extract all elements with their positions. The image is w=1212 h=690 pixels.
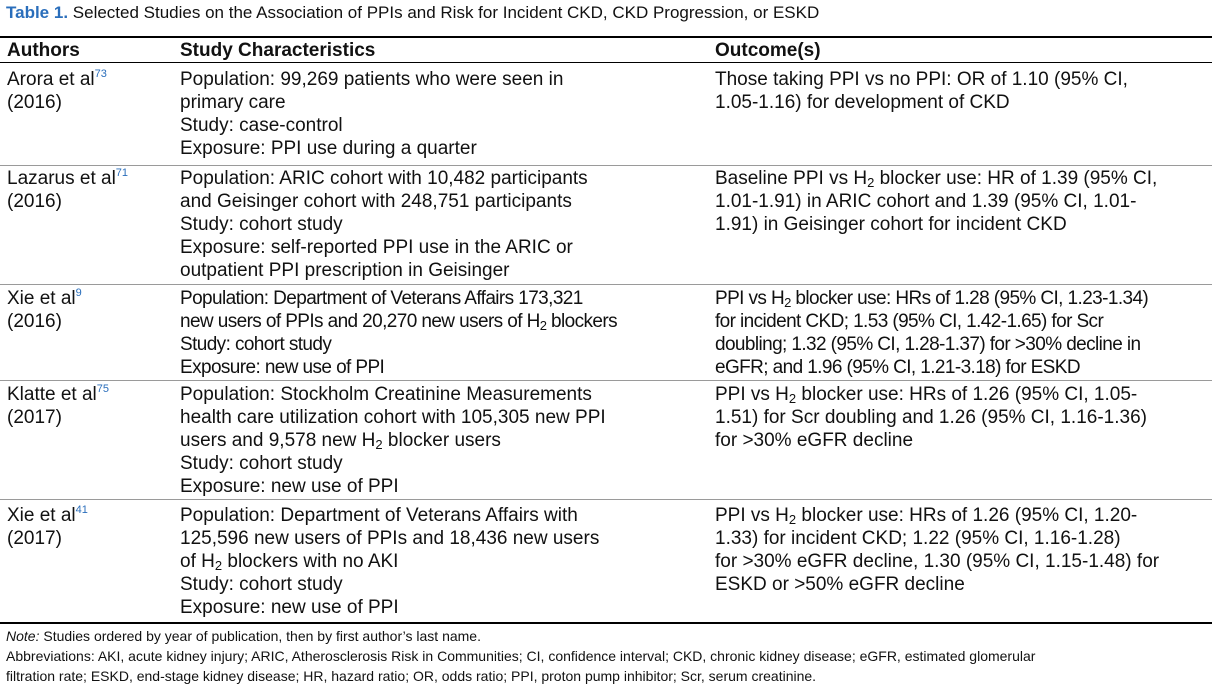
characteristic-line: Population: ARIC cohort with 10,482 participants xyxy=(180,168,588,189)
table-footnotes xyxy=(6,626,1035,686)
note-label: Note: xyxy=(6,628,40,644)
table-row-4-characteristics xyxy=(180,383,710,498)
reference-number: 71 xyxy=(115,167,129,179)
table-row-2-authors xyxy=(7,167,175,213)
characteristic-line: Exposure: new use of PPI xyxy=(180,597,399,618)
header-rule xyxy=(0,62,1212,63)
table-title-text: Selected Studies on the Association of PPIs and Risk for Incident CKD, CKD Progression, or ESKD xyxy=(72,3,820,22)
characteristic-line: Population: Department of Veterans Affairs 173,321 xyxy=(180,288,583,309)
study-year: (2016) xyxy=(7,311,62,332)
characteristic-line: Study: cohort study xyxy=(180,453,343,474)
characteristic-line: primary care xyxy=(180,92,286,113)
characteristic-line: of $H_2$ blockers with no AKI xyxy=(180,551,399,573)
outcome-line: Baseline PPI vs $H_2$ blocker use: HR of 1.39 (95% CI, xyxy=(715,168,1158,190)
table-row-5-authors xyxy=(7,504,175,550)
author-name: Xie et al xyxy=(7,288,76,309)
characteristic-line: Study: cohort study xyxy=(180,334,332,355)
study-year: (2016) xyxy=(7,92,62,113)
author-name: Xie et al xyxy=(7,505,76,526)
row-separator xyxy=(0,284,1212,285)
outcome-line: PPI vs $H_2$ blocker use: HRs of 1.26 (95% CI, 1.05- xyxy=(715,384,1138,406)
outcome-line: 1.01-1.91) in ARIC cohort and 1.39 (95% CI, 1.01- xyxy=(715,191,1137,212)
table-row-2-outcome xyxy=(715,167,1210,236)
outcome-line: 1.91) in Geisinger cohort for incident CKD xyxy=(715,214,1067,235)
table-row-5-characteristics xyxy=(180,504,710,619)
characteristic-line: Exposure: new use of PPI xyxy=(180,476,399,497)
note-line xyxy=(6,626,1035,646)
abbreviations-line: filtration rate; ESKD, end-stage kidney disease; HR, hazard ratio; OR, odds ratio; PPI, proton pump inhibitor; Scr, serum creatinine. xyxy=(6,668,817,684)
characteristic-line: 125,596 new users of PPIs and 18,436 new users xyxy=(180,528,600,549)
outcome-line: eGFR; and 1.96 (95% CI, 1.21-3.18) for ESKD xyxy=(715,357,1080,378)
outcome-line: 1.51) for Scr doubling and 1.26 (95% CI, 1.16-1.36) xyxy=(715,407,1147,428)
author-name: Lazarus et al xyxy=(7,168,116,189)
characteristic-line: Population: Department of Veterans Affairs with xyxy=(180,505,578,526)
characteristic-line: Exposure: new use of PPI xyxy=(180,357,385,378)
table-row-1-characteristics xyxy=(180,68,710,160)
table-row-1-outcome xyxy=(715,68,1210,114)
table-row-3-characteristics xyxy=(180,287,710,379)
characteristic-line: users and 9,578 new $H_2$ blocker users xyxy=(180,430,501,452)
table-row-4-outcome xyxy=(715,383,1210,452)
note-text: Studies ordered by year of publication, then by first author’s last name. xyxy=(39,628,481,644)
outcome-line: for >30% eGFR decline xyxy=(715,430,914,451)
characteristic-line: health care utilization cohort with 105,305 new PPI xyxy=(180,407,606,428)
table-row-3-outcome xyxy=(715,287,1210,379)
reference-number: 75 xyxy=(96,383,110,395)
outcome-line: PPI vs $H_2$ blocker use: HRs of 1.26 (95% CI, 1.20- xyxy=(715,505,1138,527)
outcome-line: Those taking PPI vs no PPI: OR of 1.10 (95% CI, xyxy=(715,69,1128,90)
table-title xyxy=(6,2,819,24)
table-row-5-outcome xyxy=(715,504,1210,596)
outcome-line: 1.05-1.16) for development of CKD xyxy=(715,92,1010,113)
bottom-rule xyxy=(0,622,1212,624)
reference-number: 73 xyxy=(94,68,107,80)
table-row-1-authors xyxy=(7,68,175,114)
outcome-line: ESKD or >50% eGFR decline xyxy=(715,574,965,595)
reference-number: 9 xyxy=(75,287,82,299)
reference-number: 41 xyxy=(75,504,88,516)
characteristic-line: Study: cohort study xyxy=(180,214,343,235)
row-separator xyxy=(0,380,1212,381)
abbreviations-line: Abbreviations: AKI, acute kidney injury; ARIC, Atherosclerosis Risk in Communities; CI, confidence interval; CKD, chronic kidney disease; eGFR, estimated glomerular xyxy=(6,648,1036,664)
characteristic-line: Exposure: self-reported PPI use in the ARIC or xyxy=(180,237,573,258)
study-year: (2016) xyxy=(7,191,62,212)
characteristic-line: Population: Stockholm Creatinine Measurements xyxy=(180,384,592,405)
author-name: Klatte et al xyxy=(7,384,97,405)
outcome-line: PPI vs $H_2$ blocker use: HRs of 1.28 (95% CI, 1.23-1.34) xyxy=(715,288,1149,310)
characteristic-line: Population: 99,269 patients who were seen in xyxy=(180,69,564,90)
characteristic-line: new users of PPIs and 20,270 new users of $H_2$ blockers xyxy=(180,311,617,333)
characteristic-line: Study: case-control xyxy=(180,115,343,136)
study-year: (2017) xyxy=(7,407,62,428)
header-study-characteristics: Study Characteristics xyxy=(180,40,376,61)
table-label: Table 1. xyxy=(6,3,69,22)
outcome-line: doubling; 1.32 (95% CI, 1.28-1.37) for >30% decline in xyxy=(715,334,1141,355)
top-rule xyxy=(0,36,1212,38)
author-name: Arora et al xyxy=(7,69,95,90)
outcome-line: for incident CKD; 1.53 (95% CI, 1.42-1.65) for Scr xyxy=(715,311,1104,332)
characteristic-line: Exposure: PPI use during a quarter xyxy=(180,138,477,159)
outcome-line: 1.33) for incident CKD; 1.22 (95% CI, 1.16-1.28) xyxy=(715,528,1121,549)
characteristic-line: outpatient PPI prescription in Geisinger xyxy=(180,260,510,281)
row-separator xyxy=(0,165,1212,166)
table-row-2-characteristics xyxy=(180,167,710,282)
characteristic-line: Study: cohort study xyxy=(180,574,343,595)
outcome-line: for >30% eGFR decline, 1.30 (95% CI, 1.15-1.48) for xyxy=(715,551,1160,572)
row-separator xyxy=(0,499,1212,500)
table-row-3-authors xyxy=(7,287,175,333)
study-year: (2017) xyxy=(7,528,62,549)
table-row-4-authors xyxy=(7,383,175,429)
header-authors: Authors xyxy=(7,40,80,61)
header-outcomes: Outcome(s) xyxy=(715,40,821,61)
characteristic-line: and Geisinger cohort with 248,751 participants xyxy=(180,191,572,212)
